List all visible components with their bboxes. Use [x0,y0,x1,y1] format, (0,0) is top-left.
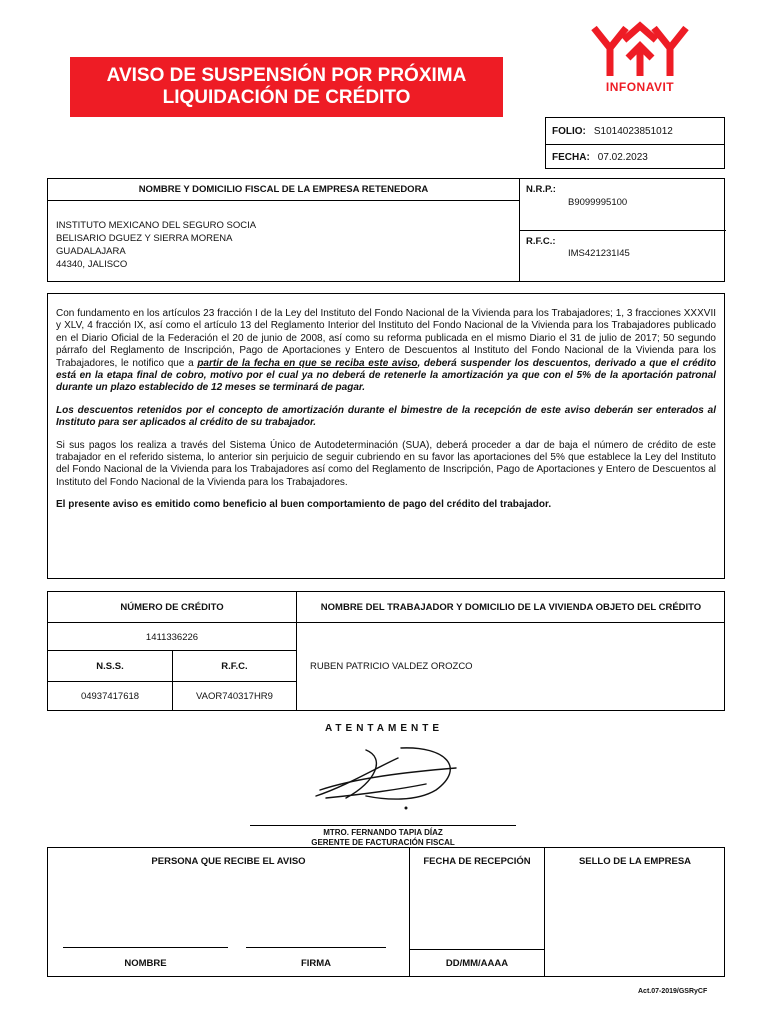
fecha-row [546,144,724,170]
persona-header: PERSONA QUE RECIBE EL AVISO [151,855,306,867]
sello-header: SELLO DE LA EMPRESA [578,855,692,867]
folio-row [546,118,724,144]
rfc-value: IMS421231I45 [568,248,630,259]
nss-label: N.S.S. [96,660,124,672]
nrp-value: B9099995100 [568,197,628,208]
signature-line [250,825,516,826]
signatory [250,828,516,848]
rfc-trabajador-label: R.F.C. [221,660,248,672]
paragraph-2: Los descuentos retenidos por el concepto de amortización durante el bimestre de la recepción de este aviso deberán ser enterados al Instituto para ser aplicados al crédito de su trabajador. [56,404,716,429]
title-line-1: AVISO DE SUSPENSIÓN POR PRÓXIMA [106,65,467,86]
empresa-line: BELISARIO DGUEZ Y SIERRA MORENA [56,233,233,244]
nss-value: 04937417618 [80,690,140,702]
empresa-ids [520,179,726,281]
rfc-cell [520,231,726,283]
fecha-value: 07.02.2023 [597,152,648,163]
notice-body [47,293,725,579]
empresa-line: INSTITUTO MEXICANO DEL SEGURO SOCIA [56,220,257,231]
recepcion-table [47,847,725,977]
folio-box [545,117,725,169]
document-title [70,57,503,117]
rfc-label: R.F.C.: [526,236,556,247]
form-code: Act.07-2019/GSRyCF [638,988,708,995]
fecha-recepcion-header: FECHA DE RECEPCIÓN [423,855,531,867]
paragraph-4: El presente aviso es emitido como beneficio al buen comportamiento de pago del crédito del trabajador. [56,499,552,511]
logo-wordmark: INFONAVIT [605,80,675,94]
signatory-name: MTRO. FERNANDO TAPIA DÍAZ [323,828,443,837]
p1-underlined: partir de la fecha en que se reciba este aviso [197,357,418,369]
ddmm-label: DD/MM/AAAA [445,957,509,969]
firma-label: FIRMA [300,957,332,969]
title-line-2: LIQUIDACIÓN DE CRÉDITO [162,87,411,108]
signatory-role: GERENTE DE FACTURACIÓN FISCAL [311,838,455,847]
nombre-label: NOMBRE [124,957,167,969]
empresa-domicilio [48,179,520,281]
empresa-address [56,219,256,271]
credito-num-header: NÚMERO DE CRÉDITO [120,601,224,613]
signature-icon [306,738,468,810]
empresa-line: GUADALAJARA [56,246,126,257]
credito-num-value: 1411336226 [145,631,199,643]
folio-value: S1014023851012 [593,125,673,137]
trabajador-name: RUBEN PATRICIO VALDEZ OROZCO [310,661,473,672]
empresa-box [47,178,725,282]
fecha-label: FECHA: [552,152,590,163]
p1-bold: , deberá suspender los descuentos, derivado a que el crédito está en la etapa final de cobro, motivo por el cual ya no deberá de retenerle la amortización ya que con el 5% de la aportación patronal durante un plazo establecido de 12 meses se terminará de pagar. [56,357,717,394]
paragraph-1 [56,308,716,395]
empresa-line: 44340, JALISCO [56,259,128,270]
paragraph-3: Si sus pagos los realiza a través del Sistema Único de Autodeterminación (SUA), deberá proceder a dar de baja el número de crédito de este trabajador en el referido sistema, lo anterior sin perjuicio de seguir cubriendo en su favor las aportaciones del 5% que establece la Ley del Instituto del Fondo Nacional de la Vivienda para los Trabajadores así como del Reglamento de Inscripción, Pago de Aportaciones y Entero de Descuentos al Instituto del Fondo Nacional de la Vivienda para los Trabajadores. [56,439,716,488]
nrp-cell [520,179,726,231]
atentamente: ATENTAMENTE [324,723,444,734]
credito-table [47,591,725,711]
folio-label: FOLIO: [552,125,586,137]
p1-text: Con fundamento en los artículos 23 fracción I de la Ley del Instituto del Fondo Nacional de la Vivienda para los Trabajadores; 1, 3 fracciones XXXVII y XLV, 4 fracción IX, así como el artículo 13 del Reglamento Interior del Instituto del Fondo Nacional de la Vivienda para los Trabajadores publicado en el Diario Oficial de la Federación el 20 de junio de 2008, así como su reforma publicada en el mismo Diario el 31 de julio de 2017; 50 segundo párrafo del Reglamento de Inscripción, Pago de Aportaciones y Entero de Descuentos al Instituto del Fondo Nacional de la Vivienda para los Trabajadores, le notifico que a [56,308,716,369]
rfc-trabajador-value: VAOR740317HR9 [196,690,273,702]
trabajador-header: NOMBRE DEL TRABAJADOR Y DOMICILIO DE LA VIVIENDA OBJETO DEL CRÉDITO [320,601,702,613]
nrp-label: N.R.P.: [526,184,556,195]
empresa-header: NOMBRE Y DOMICILIO FISCAL DE LA EMPRESA RETENEDORA [48,179,519,201]
